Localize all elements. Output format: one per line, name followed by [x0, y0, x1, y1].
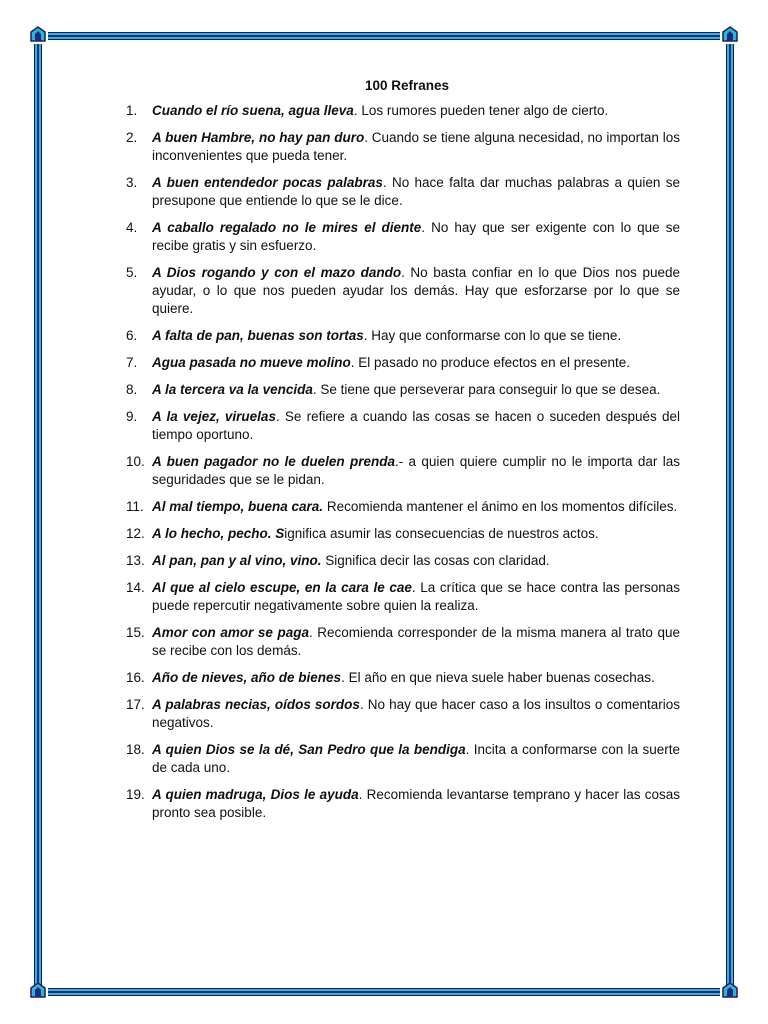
- border-top: [48, 32, 720, 40]
- proverb-phrase: A lo hecho, pecho. S: [152, 526, 285, 541]
- list-item: [126, 453, 680, 489]
- proverb-meaning: . Recomienda corresponder de la misma manera al trato que se recibe con los demás.: [152, 625, 680, 658]
- item-number: 9.: [126, 409, 138, 424]
- proverb-list: [126, 102, 680, 822]
- list-item: [126, 102, 680, 120]
- proverb-meaning: . No hay que ser exigente con lo que se recibe gratis y sin esfuerzo.: [152, 220, 680, 253]
- list-item: [126, 741, 680, 777]
- proverb-meaning: . El año en que nieva suele haber buenas cosechas.: [341, 670, 655, 685]
- list-item: [126, 354, 680, 372]
- proverb-meaning: . Hay que conformarse con lo que se tiene.: [363, 328, 622, 343]
- proverb-phrase: Cuando el río suena, agua lleva: [152, 103, 354, 118]
- proverb-phrase: A quien Dios se la dé, San Pedro que la bendiga: [152, 742, 466, 757]
- item-number: 14.: [126, 580, 145, 595]
- proverb-phrase: A la tercera va la vencida: [152, 382, 313, 397]
- proverb-phrase: A quien madruga, Dios le ayuda: [152, 787, 359, 802]
- item-number: 18.: [126, 742, 145, 757]
- list-item: [126, 408, 680, 444]
- border-right: [726, 44, 734, 988]
- proverb-phrase: A palabras necias, oídos sordos: [152, 697, 360, 712]
- list-item: [126, 129, 680, 165]
- page-title: 100 Refranes: [364, 78, 450, 93]
- proverb-meaning: . La crítica que se hace contra las personas puede repercutir negativamente sobre quien la realiza.: [152, 580, 680, 613]
- proverb-meaning: . No basta confiar en lo que Dios nos puede ayudar, o lo que nos pueden ayudar los demás. Hay que esforzarse por lo que se quiere.: [152, 265, 680, 316]
- item-number: 12.: [126, 526, 145, 541]
- border-left: [34, 44, 42, 988]
- corner-ornament-icon: [30, 982, 46, 998]
- item-number: 3.: [126, 175, 138, 190]
- proverb-phrase: A falta de pan, buenas son tortas: [152, 328, 364, 343]
- proverb-meaning: . Recomienda levantarse temprano y hacer las cosas pronto sea posible.: [152, 787, 680, 820]
- proverb-meaning: . Se tiene que perseverar para conseguir lo que se desea.: [312, 382, 661, 397]
- corner-ornament-icon: [722, 26, 738, 42]
- item-number: 11.: [126, 499, 144, 514]
- item-number: 4.: [126, 220, 138, 235]
- item-number: 2.: [126, 130, 138, 145]
- list-item: [126, 669, 680, 687]
- list-item: [126, 579, 680, 615]
- list-item: [126, 264, 680, 318]
- item-number: 10.: [126, 454, 145, 469]
- proverb-meaning: . El pasado no produce efectos en el presente.: [350, 355, 630, 370]
- proverb-phrase: A buen pagador no le duelen prenda: [152, 454, 395, 469]
- proverb-meaning: . Se refiere a cuando las cosas se hacen o suceden después del tiempo oportuno.: [152, 409, 680, 442]
- proverb-meaning: . Incita a conformarse con la suerte de cada uno.: [152, 742, 680, 775]
- proverb-phrase: Al mal tiempo, buena cara.: [152, 499, 324, 514]
- item-number: 15.: [126, 625, 145, 640]
- item-number: 19.: [126, 787, 145, 802]
- item-number: 5.: [126, 265, 138, 280]
- list-item: [126, 552, 680, 570]
- proverb-meaning: . No hace falta dar muchas palabras a quien se presupone que entiende lo que se le dice.: [152, 175, 680, 208]
- proverb-phrase: A Dios rogando y con el mazo dando: [152, 265, 402, 280]
- proverb-phrase: A buen entendedor pocas palabras: [152, 175, 383, 190]
- list-item: [126, 381, 680, 399]
- item-number: 13.: [126, 553, 145, 568]
- proverb-phrase: Amor con amor se paga: [152, 625, 309, 640]
- proverb-meaning: Recomienda mantener el ánimo en los momentos difíciles.: [323, 499, 678, 514]
- document-page: [126, 72, 680, 831]
- proverb-meaning: Significa decir las cosas con claridad.: [321, 553, 550, 568]
- item-number: 16.: [126, 670, 145, 685]
- corner-ornament-icon: [30, 26, 46, 42]
- proverb-phrase: Al pan, pan y al vino, vino.: [152, 553, 322, 568]
- proverb-meaning: . Los rumores pueden tener algo de cierto.: [353, 103, 609, 118]
- corner-ornament-icon: [722, 982, 738, 998]
- border-bottom: [48, 988, 720, 996]
- proverb-meaning: ignifica asumir las consecuencias de nuestros actos.: [284, 526, 599, 541]
- proverb-phrase: Agua pasada no mueve molino: [152, 355, 351, 370]
- item-number: 6.: [126, 328, 138, 343]
- proverb-meaning: . No hay que hacer caso a los insultos o comentarios negativos.: [152, 697, 681, 730]
- list-item: [126, 786, 680, 822]
- proverb-phrase: A caballo regalado no le mires el diente: [152, 220, 422, 235]
- proverb-phrase: A buen Hambre, no hay pan duro: [152, 130, 365, 145]
- item-number: 1.: [126, 103, 138, 118]
- list-item: [126, 624, 680, 660]
- proverb-meaning: .- a quien quiere cumplir no le importa dar las seguridades que se le pidan.: [152, 454, 680, 487]
- proverb-phrase: Año de nieves, año de bienes: [152, 670, 342, 685]
- item-number: 7.: [126, 355, 138, 370]
- list-item: [126, 696, 680, 732]
- list-item: [126, 219, 680, 255]
- list-item: [126, 525, 680, 543]
- item-number: 8.: [126, 382, 138, 397]
- proverb-phrase: A la vejez, viruelas: [152, 409, 276, 424]
- proverb-meaning: . Cuando se tiene alguna necesidad, no importan los inconvenientes que pueda tener.: [152, 130, 680, 163]
- list-item: [126, 498, 680, 516]
- item-number: 17.: [126, 697, 145, 712]
- proverb-phrase: Al que al cielo escupe, en la cara le cae: [152, 580, 412, 595]
- list-item: [126, 174, 680, 210]
- list-item: [126, 327, 680, 345]
